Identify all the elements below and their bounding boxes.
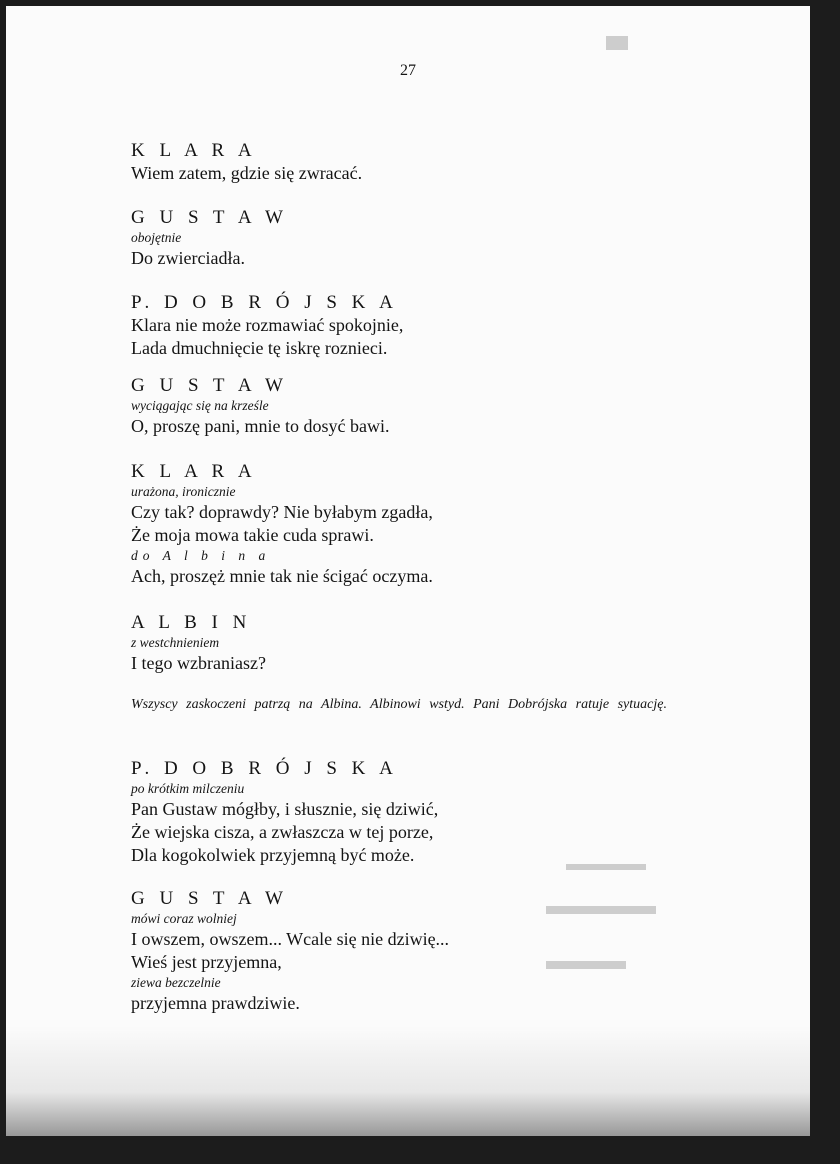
dialogue-block-dobrojska-1 — [131, 292, 403, 360]
dialogue-line: Lada dmuchnięcie tę iskrę roznieci. — [131, 338, 388, 358]
stage-direction-inline: obojętnie — [131, 230, 182, 245]
dialogue-line: I tego wzbraniasz? — [131, 653, 266, 673]
dialogue-line: Pan Gustaw mógłby, i słusznie, się dziwić, — [131, 799, 439, 819]
document-page — [6, 6, 810, 1136]
dialogue-line: Ach, proszęż mnie tak nie ścigać oczyma. — [131, 566, 433, 586]
dialogue-line: Czy tak? doprawdy? Nie byłabym zgadła, — [131, 502, 433, 522]
dialogue-line: Że moja mowa takie cuda sprawi. — [131, 525, 374, 545]
speaker-name: P. D O B R Ó J S K A — [131, 758, 398, 779]
stage-direction-inline: po krótkim milczeniu — [131, 781, 245, 796]
dialogue-block-gustaw-1 — [131, 207, 288, 270]
dialogue-line: Wiem zatem, gdzie się zwracać. — [131, 163, 363, 183]
speaker-name: G U S T A W — [131, 888, 288, 909]
scan-artifact — [546, 961, 626, 969]
scan-artifact — [606, 36, 628, 50]
dialogue-block-dobrojska-2 — [131, 758, 438, 867]
dialogue-block-klara-2 — [131, 461, 433, 588]
scan-noise-bottom — [6, 1026, 810, 1136]
dialogue-line: przyjemna prawdziwie. — [131, 993, 300, 1013]
dialogue-line: Wieś jest przyjemna, — [131, 952, 282, 972]
dialogue-line: Do zwierciadła. — [131, 248, 245, 268]
scan-artifact — [546, 906, 656, 914]
scan-artifact — [566, 864, 646, 870]
dialogue-line: I owszem, owszem... Wcale się nie dziwię... — [131, 929, 450, 949]
stage-direction-inline: wyciągając się na krześle — [131, 398, 269, 413]
dialogue-line: Klara nie może rozmawiać spokojnie, — [131, 315, 404, 335]
dialogue-line: O, proszę pani, mnie to dosyć bawi. — [131, 416, 390, 436]
speaker-name: K L A R A — [131, 461, 257, 482]
speaker-name: K L A R A — [131, 140, 257, 161]
stage-direction-paragraph: Wszyscy zaskoczeni patrzą na Albina. Albinowi wstyd. Pani Dobrójska ratuje sytuację. — [131, 697, 667, 712]
speaker-name: G U S T A W — [131, 375, 288, 396]
speaker-name: G U S T A W — [131, 207, 288, 228]
dialogue-block-albin — [131, 612, 266, 675]
dialogue-line: Że wiejska cisza, a zwłaszcza w tej porze, — [131, 822, 434, 842]
dialogue-block-klara-1 — [131, 140, 362, 185]
page-number: 27 — [400, 62, 416, 79]
dialogue-line: Dla kogokolwiek przyjemną być może. — [131, 845, 415, 865]
dialogue-block-gustaw-3 — [131, 888, 449, 1015]
dialogue-block-gustaw-2 — [131, 375, 389, 438]
stage-direction-inline: mówi coraz wolniej — [131, 911, 237, 926]
speaker-name: A L B I N — [131, 612, 252, 633]
stage-direction-inline: ziewa bezczelnie — [131, 975, 221, 990]
speaker-name: P. D O B R Ó J S K A — [131, 292, 398, 313]
stage-direction-inline: do A l b i n a — [131, 548, 271, 563]
stage-direction-inline: urażona, ironicznie — [131, 484, 236, 499]
stage-direction-inline: z westchnieniem — [131, 635, 220, 650]
